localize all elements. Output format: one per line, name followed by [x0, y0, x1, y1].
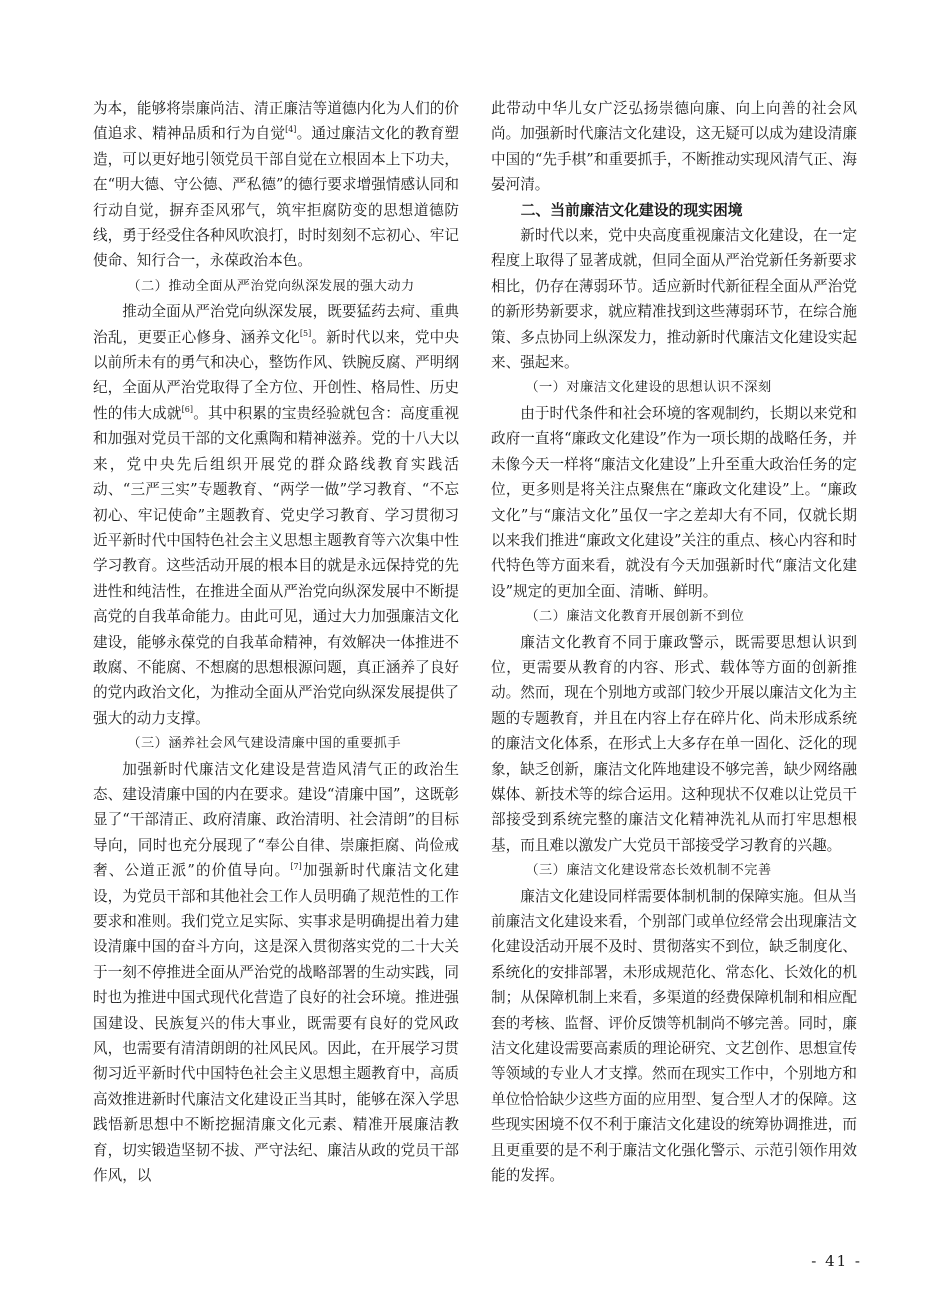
subsection-heading: （三）涵养社会风气建设清廉中国的重要抓手: [127, 736, 402, 752]
citation: [6]: [181, 404, 194, 414]
left-column: [93, 96, 459, 1188]
paragraph: 加强新时代廉洁文化建设是营造风清气正的政治生态、建设清廉中国的内在要求。建设“清廉中国”，这既彰显了“干部清正、政府清廉、政治清明、社会清朗”的目标导向，同时也充分展现了“奉公自律、崇廉拒腐、尚俭戒奢、公道正派”的价值导向。[7]加强新时代廉洁文化建设，为党员干部和其他社会工作人员明确了规范性的工作要求和准则。我们党立足实际、实事求是明确提出着力建设清廉中国的奋斗方向，这是深入贯彻落实党的二十大关于一刻不停推进全面从严治党的战略部署的生动实践，同时也为推进中国式现代化营造了良好的社会环境。推进强国建设、民族复兴的伟大事业，既需要有良好的党风政风，也需要有清清朗朗的社风民风。因此，在开展学习贯彻习近平新时代中国特色社会主义思想主题教育中，高质高效推进新时代廉洁文化建设正当其时，能够在深入学思践悟新思想中不断挖掘清廉文化元素、精准开展廉洁教育，切实锻造坚韧不拔、严守法纪、廉洁从政的党员干部作风，以: [93, 760, 459, 1185]
paragraph: 推动全面从严治党向纵深发展，既要猛药去疴、重典治乱，更要正心修身、涵养文化[5]。新时代以来，党中央以前所未有的勇气和决心，整饬作风、铁腕反腐、严明纲纪，全面从严治党取得了全方位、开创性、格局性、历史性的伟大成就[6]。其中积累的宝贵经验就包含：高度重视和加强对党员干部的文化熏陶和精神滋养。党的十八大以来，党中央先后组织开展党的群众路线教育实践活动、“三严三实”专题教育、“两学一做”学习教育、“不忘初心、牢记使命”主题教育、党史学习教育、学习贯彻习近平新时代中国特色社会主义思想主题教育等六次集中性学习教育。这些活动开展的根本目的就是永远保持党的先进性和纯洁性，在推进全面从严治党向纵深发展中不断提高党的自我革命能力。由此可见，通过大力加强廉洁文化建设，能够永葆党的自我革命精神，有效解决一体推进不敢腐、不能腐、不想腐的思想根源问题，真正涵养了良好的党内政治文化，为推动全面从严治党向纵深发展提供了强大的动力支撑。: [93, 303, 459, 727]
citation: [5]: [299, 328, 312, 338]
citation: [4]: [285, 125, 297, 135]
paragraph: 廉洁文化教育不同于廉政警示，既需要思想认识到位，更需要从教育的内容、形式、载体等方面的创新推动。然而，现在个别地方或部门较少开展以廉洁文化为主题的专题教育，并且在内容上存在碎片化、尚未形成系统的廉洁文化体系，在形式上大多存在单一固化、泛化的现象，缺乏创新，廉洁文化阵地建设不够完善，缺少网络融媒体、新技术等的综合运用。这种现状不仅难以让党员干部接受到系统完整的廉洁文化精神洗礼从而打牢思想根基，而且难以激发广大党员干部接受学习教育的兴趣。: [491, 633, 857, 854]
paragraph: 廉洁文化建设同样需要体制机制的保障实施。但从当前廉洁文化建设来看，个别部门或单位经常会出现廉洁文化建设活动开展不及时、贯彻落实不到位，缺乏制度化、系统化的安排部署，未形成规范化、常态化、长效化的机制；从保障机制上来看，多渠道的经费保障机制和相应配套的考核、监督、评价反馈等机制尚不够完善。同时，廉洁文化建设需要高素质的理论研究、文艺创作、思想宣传等领域的专业人才支撑。然而在现实工作中，个别地方和单位恰恰缺少这些方面的应用型、复合型人才的保障。这些现实困境不仅不利于廉洁文化建设的统筹协调推进，而且更重要的是不利于廉洁文化强化警示、示范引领作用效能的发挥。: [491, 887, 857, 1185]
section-heading: 二、当前廉洁文化建设的现实困境: [520, 201, 743, 219]
paragraph: 为本，能够将崇廉尚洁、清正廉洁等道德内化为人们的价值追求、精神品质和行为自觉[4]。通过廉洁文化的教育塑造，可以更好地引领党员干部自觉在立根固本上下功夫，在“明大德、守公德、严私德”的德行要求增强情感认同和行动自觉，摒弃歪风邪气，筑牢拒腐防变的思想道德防线，勇于经受住各种风吹浪打，时时刻刻不忘初心、牢记使命、知行合一，永葆政治本色。: [93, 100, 459, 270]
subsection-heading: （二）廉洁文化教育开展创新不到位: [525, 609, 745, 625]
right-column: [491, 96, 857, 1188]
subsection-heading: （二）推动全面从严治党向纵深发展的强大动力: [127, 278, 415, 294]
paragraph: 新时代以来，党中央高度重视廉洁文化建设，在一定程度上取得了显著成就，但同全面从严治党新任务新要求相比，仍存在薄弱环节。适应新时代新征程全面从严治党的新形势新要求，就应精准找到这些薄弱环节，在综合施策、多点协同上纵深发力，推动新时代廉洁文化建设实起来、强起来。: [491, 227, 857, 372]
paragraph: 此带动中华儿女广泛弘扬崇德向廉、向上向善的社会风尚。加强新时代廉洁文化建设，这无疑可以成为建设清廉中国的“先手棋”和重要抓手，不断推动实现风清气正、海晏河清。: [491, 100, 857, 194]
page-number: - 41 -: [811, 1252, 862, 1270]
subsection-heading: （三）廉洁文化建设常态长效机制不完善: [525, 863, 772, 879]
subsection-heading: （一）对廉洁文化建设的思想认识不深刻: [525, 380, 772, 396]
paragraph: 由于时代条件和社会环境的客观制约，长期以来党和政府一直将“廉政文化建设”作为一项长期的战略任务，并未像今天一样将“廉洁文化建设”上升至重大政治任务的定位，更多则是将关注点聚焦在“廉政文化建设”上。“廉政文化”与“廉洁文化”虽仅一字之差却大有不同，仅就长期以来我们推进“廉政文化建设”关注的重点、核心内容和时代特色等方面来看，就没有今天加强新时代“廉洁文化建设”规定的更加全面、清晰、鲜明。: [491, 404, 857, 600]
citation: [7]: [290, 862, 302, 872]
